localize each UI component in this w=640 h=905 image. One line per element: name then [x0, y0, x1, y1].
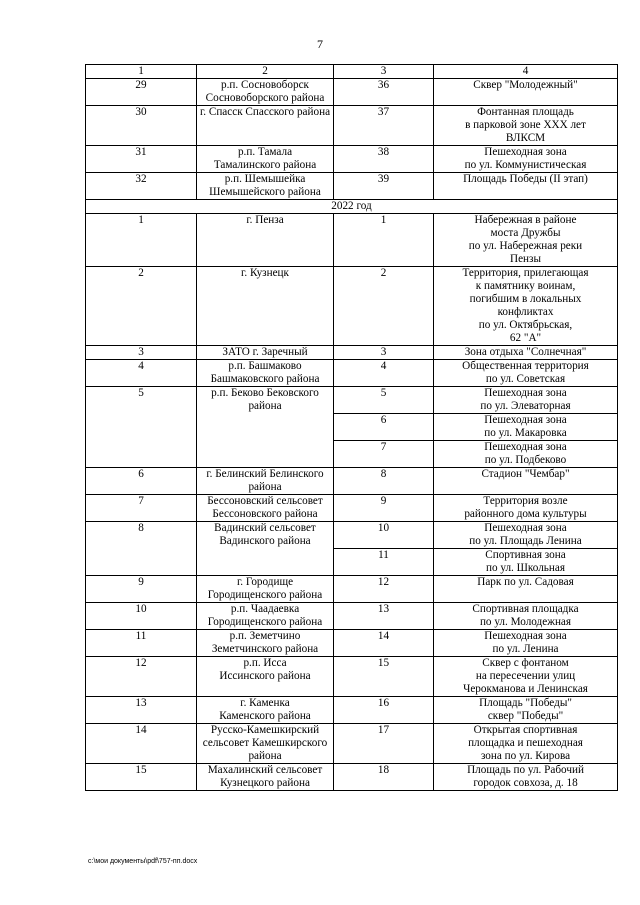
- territory-name: Общественная территория по ул. Советская: [434, 360, 618, 387]
- table-row: [86, 576, 618, 603]
- territory-name: Набережная в районе моста Дружбы по ул. Набережная реки Пензы: [434, 214, 618, 267]
- territory-name: Площадь по ул. Рабочий городок совхоза, д. 18: [434, 764, 618, 791]
- row-number: 4: [86, 360, 197, 387]
- territory-number: 3: [334, 346, 434, 360]
- territory-number: 18: [334, 764, 434, 791]
- year-row: [86, 200, 618, 214]
- row-number: 7: [86, 495, 197, 522]
- municipality: р.п. Тамала Тамалинского района: [197, 146, 334, 173]
- row-number: 13: [86, 697, 197, 724]
- territory-number: 10: [334, 522, 434, 549]
- row-number: 10: [86, 603, 197, 630]
- table-row: [86, 764, 618, 791]
- territory-name: Спортивная площадка по ул. Молодежная: [434, 603, 618, 630]
- row-number: 1: [86, 214, 197, 267]
- territory-name: Пешеходная зона по ул. Коммунистическая: [434, 146, 618, 173]
- table-row: [86, 603, 618, 630]
- header-cell: 2: [197, 65, 334, 79]
- table-row: [86, 495, 618, 522]
- table-row: [86, 630, 618, 657]
- municipality: р.п. Башмаково Башмаковского района: [197, 360, 334, 387]
- territory-number: 36: [334, 79, 434, 106]
- table-row: [86, 173, 618, 200]
- row-number: 31: [86, 146, 197, 173]
- header-cell: 3: [334, 65, 434, 79]
- territory-number: 2: [334, 267, 434, 346]
- territory-number: 11: [334, 549, 434, 576]
- municipality: г. Пенза: [197, 214, 334, 267]
- territory-name: Пешеходная зона по ул. Подбеково: [434, 441, 618, 468]
- territory-number: 15: [334, 657, 434, 697]
- municipality: р.п. Чаадаевка Городищенского района: [197, 603, 334, 630]
- territory-name: Фонтанная площадь в парковой зоне XXX лет ВЛКСМ: [434, 106, 618, 146]
- territory-name: Стадион "Чембар": [434, 468, 618, 495]
- table-header-row: [86, 65, 618, 79]
- municipality: Вадинский сельсовет Вадинского района: [197, 522, 334, 576]
- municipality: г. Белинский Белинского района: [197, 468, 334, 495]
- territory-number: 16: [334, 697, 434, 724]
- territory-name: Открытая спортивная площадка и пешеходная зона по ул. Кирова: [434, 724, 618, 764]
- territory-name: Пешеходная зона по ул. Площадь Ленина: [434, 522, 618, 549]
- row-number: 11: [86, 630, 197, 657]
- row-number: 3: [86, 346, 197, 360]
- territory-name: Пешеходная зона по ул. Элеваторная: [434, 387, 618, 414]
- row-number: 6: [86, 468, 197, 495]
- territory-number: 9: [334, 495, 434, 522]
- territory-number: 12: [334, 576, 434, 603]
- table-row: [86, 346, 618, 360]
- table-row: [86, 468, 618, 495]
- page-number: 7: [317, 37, 323, 51]
- row-number: 5: [86, 387, 197, 468]
- row-number: 9: [86, 576, 197, 603]
- row-number: 2: [86, 267, 197, 346]
- territory-name: Пешеходная зона по ул. Ленина: [434, 630, 618, 657]
- table-row: [86, 214, 618, 267]
- row-number: 8: [86, 522, 197, 576]
- territory-name: Сквер с фонтаном на пересечении улиц Черокманова и Ленинская: [434, 657, 618, 697]
- table-row: [86, 146, 618, 173]
- territory-name: Территория возле районного дома культуры: [434, 495, 618, 522]
- file-path-footer: c:\мои документы\pdf\757-пп.docx: [88, 858, 198, 865]
- table-row: [86, 387, 618, 414]
- territory-name: Парк по ул. Садовая: [434, 576, 618, 603]
- table-row: [86, 106, 618, 146]
- table-row: [86, 79, 618, 106]
- municipality: г. Спасск Спасского района: [197, 106, 334, 146]
- table-row: [86, 522, 618, 549]
- row-number: 15: [86, 764, 197, 791]
- header-cell: 1: [86, 65, 197, 79]
- territory-name: Сквер "Молодежный": [434, 79, 618, 106]
- municipality: р.п. Исса Иссинского района: [197, 657, 334, 697]
- year-label: 2022 год: [86, 200, 618, 214]
- territory-number: 8: [334, 468, 434, 495]
- municipality: р.п. Сосновоборск Сосновоборского района: [197, 79, 334, 106]
- territories-table: [85, 64, 618, 791]
- table-row: [86, 267, 618, 346]
- row-number: 30: [86, 106, 197, 146]
- territory-number: 14: [334, 630, 434, 657]
- municipality: ЗАТО г. Заречный: [197, 346, 334, 360]
- header-cell: 4: [434, 65, 618, 79]
- row-number: 12: [86, 657, 197, 697]
- territory-name: Территория, прилегающая к памятнику воинам, погибшим в локальных конфликтах по ул. Октябрьская, 62 "А": [434, 267, 618, 346]
- territory-name: Пешеходная зона по ул. Макаровка: [434, 414, 618, 441]
- territory-number: 17: [334, 724, 434, 764]
- territory-name: Спортивная зона по ул. Школьная: [434, 549, 618, 576]
- municipality: Махалинский сельсовет Кузнецкого района: [197, 764, 334, 791]
- row-number: 14: [86, 724, 197, 764]
- table-row: [86, 697, 618, 724]
- territory-name: Зона отдыха "Солнечная": [434, 346, 618, 360]
- municipality: Русско-Камешкирский сельсовет Камешкирского района: [197, 724, 334, 764]
- municipality: р.п. Беково Бековского района: [197, 387, 334, 468]
- territory-number: 38: [334, 146, 434, 173]
- territory-number: 5: [334, 387, 434, 414]
- municipality: г. Кузнецк: [197, 267, 334, 346]
- territory-name: Площадь "Победы" сквер "Победы": [434, 697, 618, 724]
- table-row: [86, 657, 618, 697]
- table-row: [86, 724, 618, 764]
- territory-number: 13: [334, 603, 434, 630]
- territory-number: 39: [334, 173, 434, 200]
- territory-name: Площадь Победы (II этап): [434, 173, 618, 200]
- municipality: Бессоновский сельсовет Бессоновского района: [197, 495, 334, 522]
- municipality: г. Каменка Каменского района: [197, 697, 334, 724]
- territory-number: 1: [334, 214, 434, 267]
- territory-number: 7: [334, 441, 434, 468]
- municipality: р.п. Шемышейка Шемышейского района: [197, 173, 334, 200]
- territory-number: 37: [334, 106, 434, 146]
- territory-number: 6: [334, 414, 434, 441]
- row-number: 32: [86, 173, 197, 200]
- table-row: [86, 360, 618, 387]
- territory-number: 4: [334, 360, 434, 387]
- row-number: 29: [86, 79, 197, 106]
- municipality: г. Городище Городищенского района: [197, 576, 334, 603]
- municipality: р.п. Земетчино Земетчинского района: [197, 630, 334, 657]
